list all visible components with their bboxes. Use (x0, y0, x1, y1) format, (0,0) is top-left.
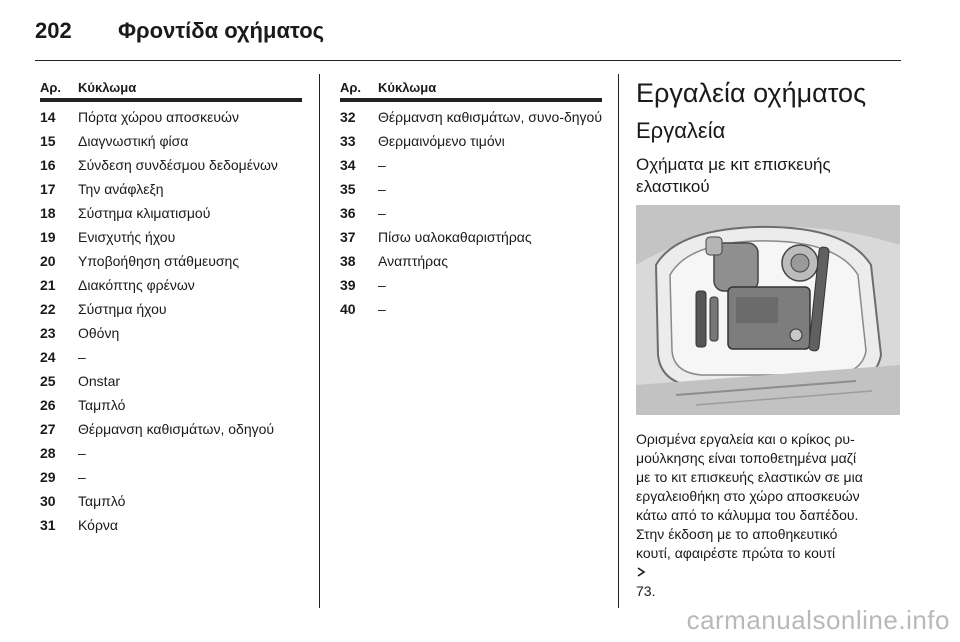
page-title: Φροντίδα οχήματος (118, 18, 325, 43)
table-row (340, 174, 602, 198)
row-number: 17 (40, 181, 56, 197)
column-header-circuit: Κύκλωμα (378, 80, 437, 95)
row-circuit: – (378, 301, 386, 317)
row-circuit: – (78, 469, 86, 485)
table-row (40, 366, 302, 390)
row-number: 31 (40, 517, 56, 533)
table-row (340, 246, 602, 270)
row-circuit: Θέρμανση καθισμάτων, συνο-δηγού (378, 109, 602, 125)
row-circuit: – (378, 205, 386, 221)
table-row (340, 294, 602, 318)
body-line: κουτί, αφαιρέστε πρώτα το κουτί (636, 545, 836, 561)
page-reference[interactable] (636, 563, 906, 601)
row-circuit: Οθόνη (78, 325, 120, 341)
row-circuit: Onstar (78, 373, 121, 389)
row-circuit: Διαγνωστική φίσα (78, 133, 189, 149)
column-divider (618, 74, 619, 608)
row-number: 33 (340, 133, 356, 149)
table-row (40, 102, 302, 126)
section-title: Εργαλεία οχήματος (636, 78, 867, 108)
row-circuit: – (378, 157, 386, 173)
page-number: 202 (35, 18, 72, 43)
row-number: 38 (340, 253, 356, 269)
page-reference-number: 73. (636, 583, 656, 599)
fuse-table-right (340, 80, 602, 318)
row-number: 26 (40, 397, 56, 413)
row-number: 20 (40, 253, 56, 269)
row-circuit: Θέρμανση καθισμάτων, οδηγού (78, 421, 275, 437)
row-number: 40 (340, 301, 356, 317)
table-row (40, 294, 302, 318)
row-number: 39 (340, 277, 356, 293)
table-row (340, 198, 602, 222)
row-number: 14 (40, 109, 56, 125)
column-header-number: Αρ. (340, 80, 362, 95)
table-row (40, 390, 302, 414)
row-circuit: – (78, 349, 86, 365)
table-row (40, 246, 302, 270)
row-circuit: Ταμπλό (78, 493, 126, 509)
row-circuit: – (378, 181, 386, 197)
row-circuit: Σύστημα κλιματισμού (78, 205, 211, 221)
row-number: 35 (340, 181, 356, 197)
row-number: 23 (40, 325, 56, 341)
row-circuit: – (378, 277, 386, 293)
section-subsubtitle: Οχήματα με κιτ επισκευής ελαστικού (636, 155, 831, 196)
table-row (340, 102, 602, 126)
body-line: κάτω από το κάλυμμα του δαπέδου. (636, 507, 859, 523)
row-number: 37 (340, 229, 356, 245)
table-row (340, 126, 602, 150)
table-row (40, 342, 302, 366)
body-line: μούλκησης είναι τοποθετημένα μαζί (636, 450, 857, 466)
row-number: 28 (40, 445, 56, 461)
row-number: 30 (40, 493, 56, 509)
table-row (40, 126, 302, 150)
section-subtitle: Εργαλεία (636, 118, 726, 143)
table-row (340, 270, 602, 294)
table-header (40, 80, 302, 96)
column-header-circuit: Κύκλωμα (78, 80, 137, 95)
body-line: εργαλειοθήκη στο χώρο αποσκευών (636, 488, 860, 504)
row-circuit: Πίσω υαλοκαθαριστήρας (378, 229, 532, 245)
header-rule (35, 60, 901, 61)
table-row (40, 486, 302, 510)
row-circuit: Ενισχυτής ήχου (78, 229, 176, 245)
table-row (40, 462, 302, 486)
table-row (40, 150, 302, 174)
table-row (340, 222, 602, 246)
row-circuit: Πόρτα χώρου αποσκευών (78, 109, 239, 125)
table-body (40, 102, 302, 534)
row-number: 24 (40, 349, 56, 365)
section-body (636, 430, 906, 601)
row-number: 15 (40, 133, 56, 149)
watermark: carmanualsonline.info (686, 605, 950, 635)
row-circuit: Αναπτήρας (378, 253, 448, 269)
row-number: 18 (40, 205, 56, 221)
row-circuit: – (78, 445, 86, 461)
row-circuit: Ταμπλό (78, 397, 126, 413)
row-number: 19 (40, 229, 56, 245)
tool-kit-photo (636, 205, 900, 415)
row-circuit: Διακόπτης φρένων (78, 277, 195, 293)
table-header (340, 80, 602, 96)
page-reference-icon (636, 567, 646, 577)
row-circuit: Υποβοήθηση στάθμευσης (78, 253, 240, 269)
row-number: 22 (40, 301, 56, 317)
row-circuit: Κόρνα (78, 517, 119, 533)
table-row (340, 150, 602, 174)
row-number: 32 (340, 109, 356, 125)
table-body (340, 102, 602, 318)
table-row (40, 414, 302, 438)
table-row (40, 222, 302, 246)
row-number: 27 (40, 421, 56, 437)
row-number: 16 (40, 157, 56, 173)
row-circuit: Θερμαινόμενο τιμόνι (378, 133, 505, 149)
table-row (40, 270, 302, 294)
row-number: 29 (40, 469, 56, 485)
column-divider (319, 74, 320, 608)
fuse-table-left (40, 80, 302, 534)
row-circuit: Την ανάφλεξη (78, 181, 164, 197)
row-number: 34 (340, 157, 356, 173)
row-number: 36 (340, 205, 356, 221)
body-line: με το κιτ επισκευής ελαστικών σε μια (636, 469, 863, 485)
column-header-number: Αρ. (40, 80, 62, 95)
table-row (40, 174, 302, 198)
row-circuit: Σύστημα ήχου (78, 301, 167, 317)
row-number: 21 (40, 277, 56, 293)
table-row (40, 198, 302, 222)
body-line: Στην έκδοση με το αποθηκευτικό (636, 526, 838, 542)
row-circuit: Σύνδεση συνδέσμου δεδομένων (78, 157, 278, 173)
table-row (40, 510, 302, 534)
tool-kit-illustration (636, 205, 900, 415)
table-row (40, 318, 302, 342)
table-row (40, 438, 302, 462)
body-line: Ορισμένα εργαλεία και ο κρίκος ρυ- (636, 431, 855, 447)
row-number: 25 (40, 373, 56, 389)
